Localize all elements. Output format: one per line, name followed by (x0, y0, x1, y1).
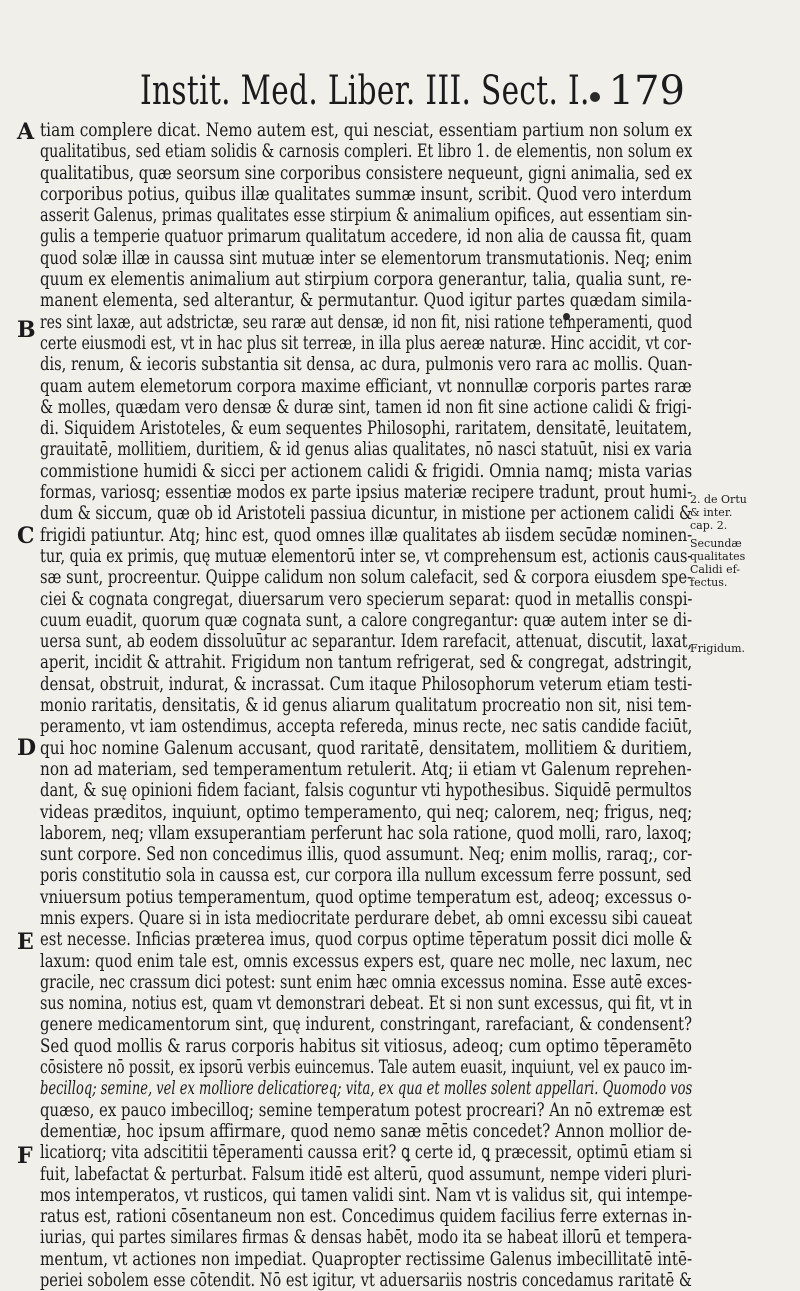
text-line: quod solæ illæ in caussa sint mutuæ inter se elementorum transmutationis. Neq; enim (40, 247, 693, 269)
text-line: laxum: quod enim tale est, omnis excessus expers est, quare nec molle, nec laxum, nec (40, 950, 693, 972)
text-line: densat, obstruit, indurat, & incrassat. Cum itaque Philosophorum veterum etiam testi- (40, 673, 693, 695)
text-line: genere medicamentorum sint, quę indurent, constringant, rarefaciant, & condensent? (40, 1014, 693, 1036)
text-line: sunt corpore. Sed non concedimus illis, quod assumunt. Neq; enim mollis, raraq;, cor- (40, 844, 693, 866)
text-line: videas præditos, inquiunt, optimo temperamento, qui neq; calorem, neq; frigus, neq; (40, 801, 693, 823)
text-line: corporibus potius, quibus illæ qualitates summæ insunt, scribit. Quod vero interdum (40, 183, 692, 205)
text-line: non ad materiam, sed temperamentum retulerit. Atq; ii etiam vt Galenum reprehen- (40, 758, 692, 780)
marginal-note-frigidum (690, 642, 800, 655)
text-line: quæso, ex pauco imbecilloq; semine temperatum potest procreari? An nō extremæ est (40, 1099, 692, 1121)
text-line: Sed quod mollis & rarus corporis habitus sit vitiosus, adeoq; cum optimo tēperamēto (40, 1035, 692, 1057)
text-line: qualitatibus, sed etiam solidis & carnosis compleri. Et libro 1. de elementis, non solum ex (40, 141, 693, 163)
text-line: periei sobolem esse cōtendit. Nō est igitur, vt aduersariis nostris concedamus raritatē & (40, 1270, 692, 1291)
text-line: quam autem elemetorum corpora maxime efficiant, vt nonnullæ corporis partes raræ (40, 375, 692, 397)
text-line: frigidi patiuntur. Atq; hinc est, quod omnes illæ qualitates ab iisdem secūdæ nominen- (40, 524, 693, 546)
text-line: dis, renum, & iecoris substantia sit densa, ac dura, pulmonis vero rara ac mollis. Quan- (40, 354, 693, 376)
text-line: asserit Galenus, primas qualitates esse stirpium & animalium opifices, aut essentiam sin- (40, 205, 693, 227)
note-line: qualitates (690, 550, 746, 563)
text-line: commistione humidi & sicci per actionem calidi & frigidi. Omnia namq; mista varias (40, 460, 693, 482)
page-number: 179 (608, 68, 685, 114)
text-line: formas, variosq; essentiæ modos ex parte ipsius materiæ recipere tradunt, prout humi- (40, 482, 693, 504)
text-line: gulis a temperie quatuor primarum qualitatum accedere, id non alia de caussa fit, quam (40, 226, 692, 248)
text-line: gracile, nec crassum dici potest: sunt enim hæc omnia excessus nomina. Esse autē exces- (40, 971, 692, 993)
section-marker-b: B (17, 317, 36, 343)
text-line: quum ex elementis animalium aut stirpium corpora generantur, talia, qualia sunt, re- (40, 269, 692, 291)
text-line: cōsistere nō possit, ex ipsorū verbis euincemus. Tale autem euasit, inquiunt, vel ex pauco im- (40, 1057, 693, 1079)
text-line: ratus est, rationi cōsentaneum non est. Concedimus quidem facilius ferre externas in- (40, 1206, 692, 1228)
text-line: di. Siquidem Aristoteles, & eum sequentes Philosophi, raritatem, densitatē, leuitatem, (40, 418, 693, 440)
text-line: tur, quia ex primis, quę mutuæ elementorū inter se, vt comprehensum est, actionis caus- (40, 545, 693, 567)
text-line: grauitatē, mollitiem, duritiem, & id genus alias qualitates, nō nasci statuūt, nisi ex varia (40, 439, 693, 461)
header-title: Instit. Med. Liber. III. Sect. I. (140, 68, 590, 114)
note-line: 2. de Ortu (690, 493, 747, 506)
text-line: licatiorq; vita adscititii tēperamenti caussa erit? ꝗ certe id, ꝗ præcessit, optimū etiam si (40, 1142, 692, 1164)
note-line: & inter. (690, 506, 733, 519)
text-line: sæ sunt, procreentur. Quippe calidum non solum calefacit, sed & corpora eiusdem spe- (40, 567, 693, 589)
text-line: poris constitutio sola in caussa est, cur corpora illa nullum excessum ferre possunt, sed (40, 865, 692, 887)
text-line: vniuersum potius temperamentum, quod optime temperatum est, adeoq; excessus o- (40, 886, 692, 908)
text-line: & molles, quædam vero densæ & duræ sint, tamen id non fit sine actione calidi & frigi- (40, 396, 692, 418)
text-line: dementiæ, hoc ipsum affirmare, quod nemo sanæ mētis concedet? Annon mollior de- (40, 1120, 692, 1142)
running-header (140, 66, 685, 116)
section-marker-c: C (17, 523, 35, 549)
marginal-note-de-ortu (690, 493, 800, 532)
main-text (40, 120, 692, 1291)
text-line: iurias, qui partes similares firmas & densas habēt, modo ita se habeat illorū et tempera- (40, 1227, 692, 1249)
text-line: cuum euadit, quorum quæ cognata sunt, a calore congregantur: quæ autem inter se di- (40, 609, 693, 631)
section-marker-f: F (17, 1143, 33, 1169)
section-marker-e: E (17, 929, 34, 955)
text-line: manent elementa, sed alterantur, & permutantur. Quod igitur partes quædam simila- (40, 290, 692, 312)
section-marker-a: A (17, 119, 35, 145)
text-line: dum & siccum, quæ ob id Aristoteli passiua dicuntur, in mistione per actionem calidi & (40, 503, 693, 525)
text-line: qui hoc nomine Galenum accusant, quod raritatē, densitatem, mollitiem & duritiem, (40, 737, 693, 759)
note-line: Frigidum. (690, 642, 746, 655)
text-line: mnis expers. Quare si in ista mediocritate perdurare debet, ab omni excessu sibi caueat (40, 907, 693, 929)
note-line: Secundæ (690, 537, 742, 550)
text-line: peramento, vt iam ostendimus, accepta refereda, minus recte, nec satis candide faciūt, (40, 716, 693, 738)
note-line: Calidi ef- (690, 563, 740, 576)
note-line: fectus. (690, 576, 728, 589)
text-line: mentum, vt actiones non impediat. Quapropter rectissime Galenus imbecillitatē intē- (40, 1248, 693, 1270)
marginal-note-secundae (690, 537, 800, 589)
text-line: laborem, neq; vllam exsuperantiam perferunt hac sola ratione, quod molli, raro, laxoq; (40, 822, 692, 844)
ink-spot (590, 92, 600, 102)
text-line: mos intemperatos, vt rusticos, qui tamen validi sint. Nam vt is validus sit, qui intempe- (40, 1184, 693, 1206)
text-line: dant, & suę opinioni fidem faciant, falsis coguntur vti hypothesibus. Siquidē permultos (40, 780, 692, 802)
text-line: sus nomina, notius est, quam vt demonstrari debeat. Et si non sunt excessus, qui fit, vt in (40, 993, 693, 1015)
text-line: est necesse. Inficias præterea imus, quod corpus optime tēperatum possit dici molle & (40, 929, 693, 951)
text-line: certe eiusmodi est, vt in hac plus sit terreæ, in illa plus aereæ naturæ. Hinc accidit, vt cor- (40, 332, 692, 354)
section-marker-d: D (17, 735, 37, 761)
text-line-italic: becilloq; semine, vel ex molliore delicatioreq; vita, ex qua et molles solent appellari. Quomodo vos (40, 1078, 693, 1100)
text-line: monio raritatis, densitatis, & id genus aliarum qualitatum procreatio non sit, nisi tem- (40, 695, 692, 717)
text-line: qualitatibus, quæ seorsum sine corporibus consistere nequeunt, gigni animalia, sed ex (40, 162, 693, 184)
text-line: fuit, labefactat & perturbat. Falsum itidē est alterū, quod assumunt, nempe videri pluri- (40, 1163, 692, 1185)
text-line: uersa sunt, ab eodem dissoluūtur ac separantur. Idem rarefacit, attenuat, discutit, laxat, (40, 631, 693, 653)
text-line: aperit, incidit & attrahit. Frigidum non tantum refrigerat, sed & congregat, adstringit, (40, 652, 693, 674)
text-line: ciei & cognata congregat, diuersarum vero specierum separat: quod in metallis conspi- (40, 588, 693, 610)
text-line: res sint laxæ, aut adstrictæ, seu raræ aut densæ, id non fit, nisi ratione temperamenti, quod (40, 311, 693, 333)
text-line: tiam complere dicat. Nemo autem est, qui nesciat, essentiam partium non solum ex (40, 120, 693, 141)
note-line: cap. 2. (690, 519, 728, 532)
